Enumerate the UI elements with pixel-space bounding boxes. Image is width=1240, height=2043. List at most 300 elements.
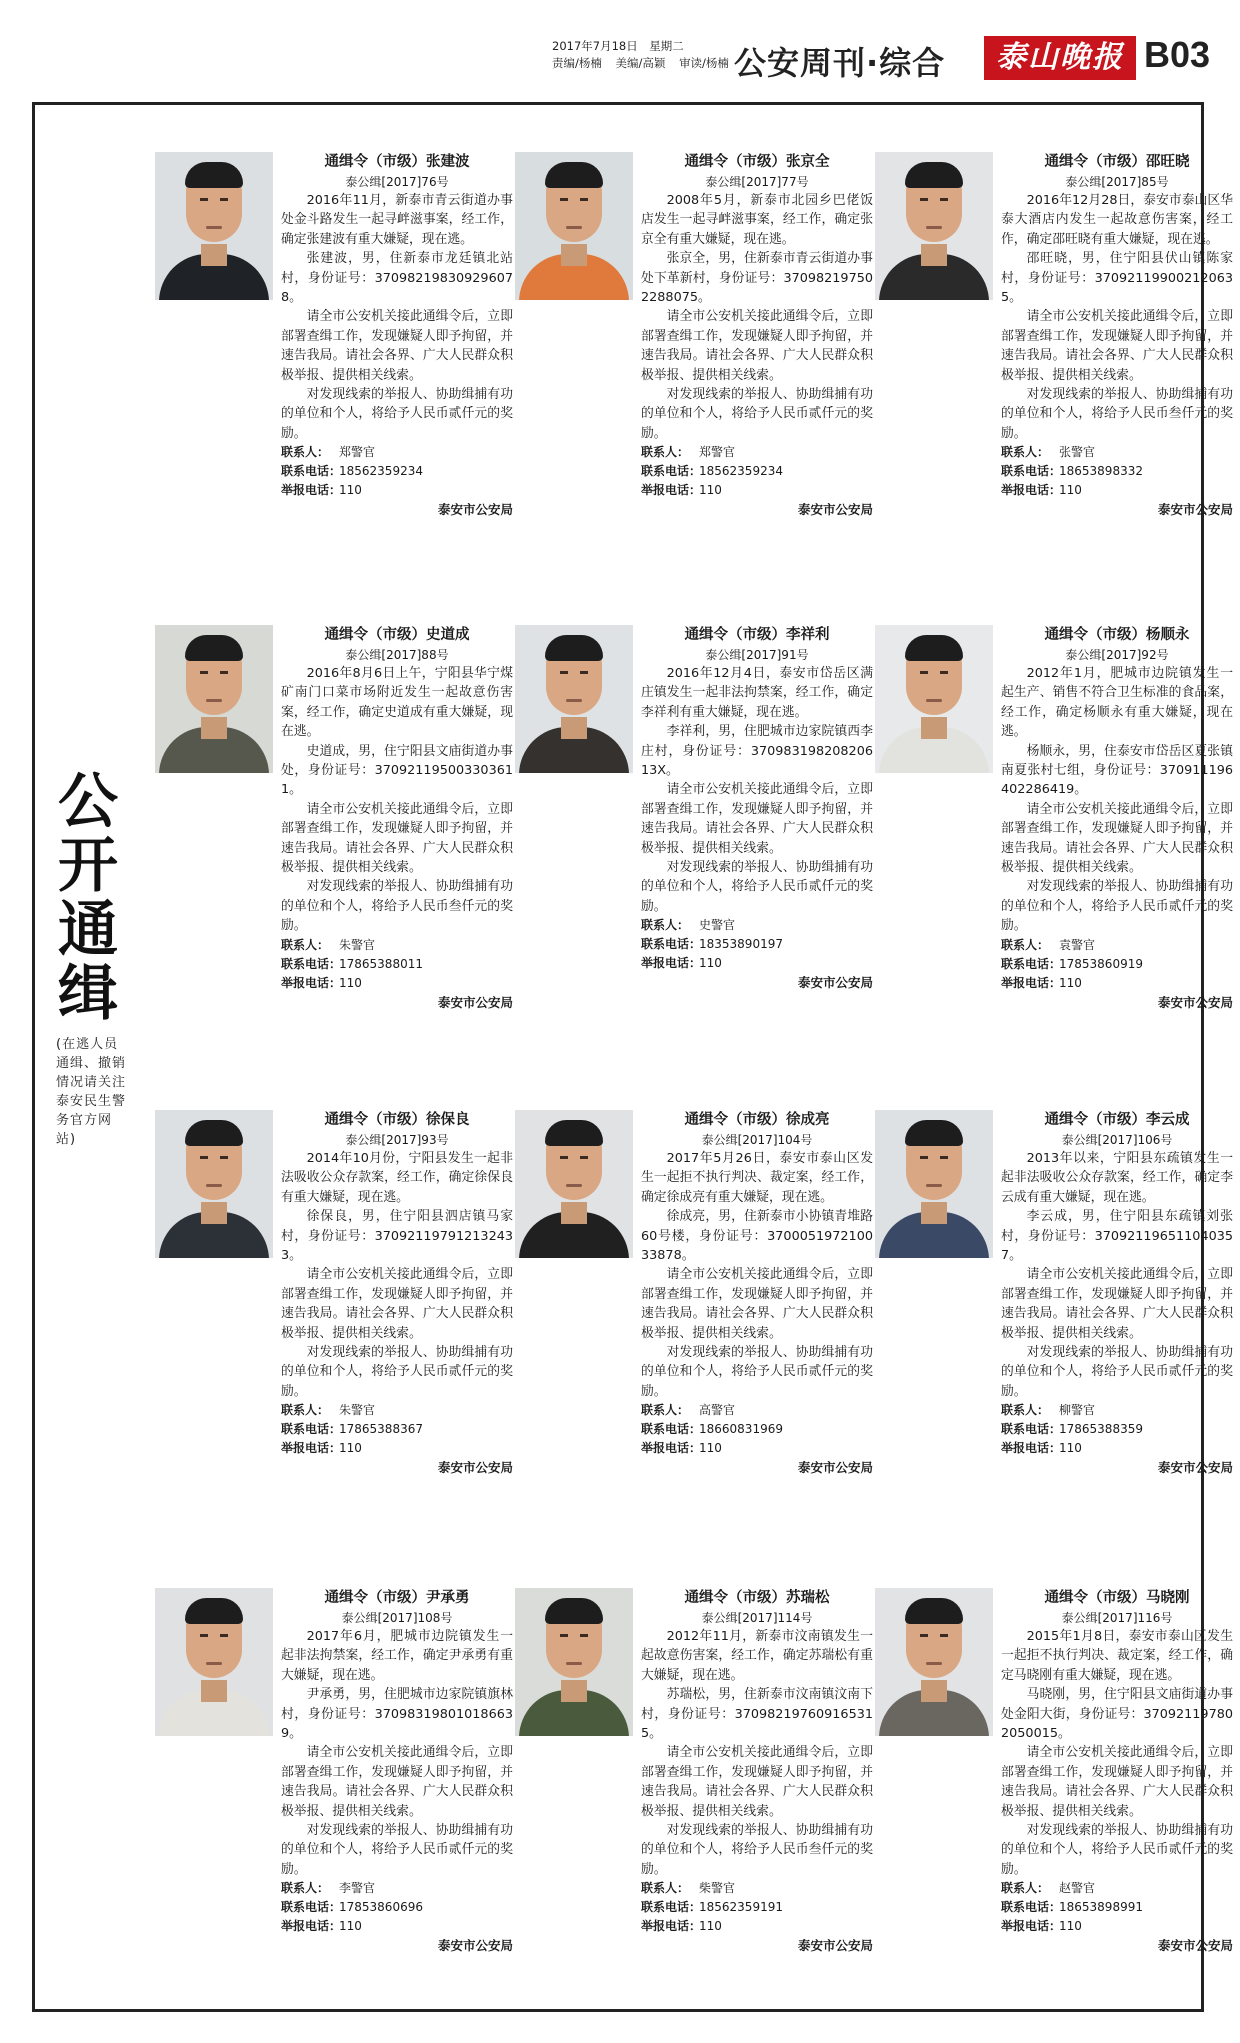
wanted-notice [515, 152, 873, 592]
notice-text [641, 1588, 873, 1956]
wanted-notice [155, 152, 513, 592]
notice-paragraph: 2012年1月，肥城市边院镇发生一起生产、销售不符合卫生标准的食品案，经工作，确定杨顺永有重大嫌疑，现在逃。 [1001, 666, 1233, 740]
notice-title: 通缉令（市级）苏瑞松 [684, 1590, 830, 1606]
photo-neck [561, 1680, 587, 1702]
issuer: 泰安市公安局 [1157, 1938, 1233, 1954]
phone-label: 联系电话： [641, 937, 702, 952]
report-row [641, 1917, 873, 1936]
report-label: 举报电话： [1001, 1919, 1062, 1934]
notice-text [641, 1110, 873, 1478]
notice-paragraph: 2014年10月份，宁阳县发生一起非法吸收公众存款案，经工作，确定徐保良有重大嫌疑，现在逃。 [281, 1151, 513, 1205]
report-row [1001, 481, 1233, 500]
issuer: 泰安市公安局 [797, 502, 873, 518]
photo-neck [921, 1680, 947, 1702]
photo-eye [220, 1156, 228, 1159]
contact-value: 朱警官 [339, 937, 376, 952]
issuer: 泰安市公安局 [1157, 502, 1233, 518]
report-value: 110 [1059, 483, 1082, 498]
photo-eye [920, 198, 928, 201]
phone-row [641, 935, 873, 954]
photo-eye [920, 1156, 928, 1159]
phone-value: 17865388359 [1059, 1422, 1143, 1437]
notice-paragraph: 请全市公安机关接此通缉令后，立即部署查缉工作，发现嫌疑人即予拘留，并速告我局。请社会各界、广大人民群众积极举报、提供相关线索。 [281, 309, 513, 383]
notice-title: 通缉令（市级）李云成 [1044, 1112, 1190, 1128]
report-value: 110 [339, 1919, 362, 1934]
photo-neck [201, 1202, 227, 1224]
notice-text [1001, 625, 1233, 1013]
photo-eye [220, 1634, 228, 1637]
photo-hair [185, 1598, 243, 1624]
notice-number: 泰公缉[2017]93号 [345, 1133, 449, 1147]
photo-hair [545, 162, 603, 188]
wanted-notice [155, 625, 513, 1065]
report-row [641, 481, 873, 500]
phone-row [281, 1898, 513, 1917]
page-header [0, 0, 1240, 100]
notice-paragraph: 对发现线索的举报人、协助缉捕有功的单位和个人，将给予人民币贰仟元的奖励。 [281, 1345, 513, 1399]
photo-eye [220, 198, 228, 201]
notice-number: 泰公缉[2017]88号 [345, 648, 449, 662]
notice-title: 通缉令（市级）马晓刚 [1044, 1590, 1190, 1606]
side-note: (在逃人员通缉、撤销情况请关注泰安民生警务官方网站) [56, 1037, 127, 1147]
photo-hair [905, 1598, 963, 1624]
notice-text [641, 625, 873, 993]
side-title-char: 通 [58, 895, 118, 965]
contact-label: 联系人： [641, 918, 690, 933]
wanted-notice [515, 1588, 873, 2028]
notice-number: 泰公缉[2017]77号 [705, 175, 809, 189]
photo-mouth [926, 699, 942, 702]
contact-label: 联系人： [1001, 445, 1050, 460]
report-label: 举报电话： [281, 483, 342, 498]
report-row [281, 1439, 513, 1458]
phone-label: 联系电话： [281, 464, 342, 479]
report-row [641, 1439, 873, 1458]
suspect-photo [155, 625, 273, 773]
phone-row [641, 1898, 873, 1917]
notice-paragraph: 对发现线索的举报人、协助缉捕有功的单位和个人，将给予人民币贰仟元的奖励。 [641, 860, 873, 914]
notice-paragraph: 徐保良，男，住宁阳县泗店镇马家村，身份证号：370921197912132433。 [281, 1209, 513, 1264]
photo-neck [921, 244, 947, 266]
photo-neck [561, 1202, 587, 1224]
side-title-char: 缉 [58, 959, 118, 1029]
notice-paragraph: 对发现线索的举报人、协助缉捕有功的单位和个人，将给予人民币叁仟元的奖励。 [281, 879, 513, 934]
phone-label: 联系电话： [641, 1900, 702, 1915]
notice-paragraph: 张京全，男，住新泰市青云街道办事处下革新村，身份证号：370982197502288075。 [641, 251, 873, 306]
report-label: 举报电话： [281, 975, 342, 990]
notice-title: 通缉令（市级）李祥利 [684, 627, 830, 643]
photo-eye [560, 1634, 568, 1637]
photo-neck [561, 717, 587, 739]
photo-mouth [926, 226, 942, 229]
contact-row [641, 443, 873, 462]
contact-value: 郑警官 [339, 445, 376, 460]
notice-paragraph: 张建波，男，住新泰市龙廷镇北站村，身份证号：370982198309296078。 [281, 251, 513, 306]
report-value: 110 [339, 1441, 362, 1456]
phone-value: 17865388011 [339, 956, 423, 971]
notice-text [281, 152, 513, 520]
contact-row [1001, 443, 1233, 462]
phone-row [281, 955, 513, 974]
notice-paragraph: 史道成，男，住宁阳县文庙街道办事处，身份证号：370921195003303611。 [281, 743, 513, 798]
photo-neck [921, 717, 947, 739]
notice-number: 泰公缉[2017]116号 [1061, 1611, 1173, 1625]
notice-paragraph: 对发现线索的举报人、协助缉捕有功的单位和个人，将给予人民币贰仟元的奖励。 [641, 387, 873, 441]
newspaper-logo: 泰山晚报 [984, 36, 1136, 80]
report-row [1001, 1917, 1233, 1936]
report-row [1001, 1439, 1233, 1458]
suspect-photo [875, 625, 993, 773]
contact-row [641, 1879, 873, 1898]
notice-paragraph: 请全市公安机关接此通缉令后，立即部署查缉工作，发现嫌疑人即予拘留，并速告我局。请社会各界、广大人民群众积极举报、提供相关线索。 [641, 782, 873, 856]
notice-text [281, 625, 513, 1013]
issuer: 泰安市公安局 [437, 994, 513, 1010]
notice-paragraph: 对发现线索的举报人、协助缉捕有功的单位和个人，将给予人民币贰仟元的奖励。 [1001, 1345, 1233, 1399]
notice-number: 泰公缉[2017]108号 [341, 1611, 453, 1625]
report-label: 举报电话： [1001, 483, 1062, 498]
notice-text [1001, 1588, 1233, 1956]
phone-label: 联系电话： [1001, 464, 1062, 479]
notice-paragraph: 李云成，男，住宁阳县东疏镇刘张村，身份证号：370921196511040357。 [1001, 1209, 1233, 1264]
photo-eye [560, 671, 568, 674]
report-row [641, 954, 873, 973]
contact-value: 柳警官 [1059, 1403, 1096, 1418]
section-title: 公安周刊·综合 [734, 44, 946, 82]
page-number: B03 [1144, 34, 1211, 75]
contact-row [281, 1879, 513, 1898]
photo-hair [545, 1120, 603, 1146]
photo-hair [545, 635, 603, 661]
photo-mouth [206, 1184, 222, 1187]
photo-eye [200, 1156, 208, 1159]
issuer: 泰安市公安局 [437, 1938, 513, 1954]
report-value: 110 [339, 483, 362, 498]
notice-paragraph: 请全市公安机关接此通缉令后，立即部署查缉工作，发现嫌疑人即予拘留，并速告我局。请社会各界、广大人民群众积极举报、提供相关线索。 [641, 1745, 873, 1819]
photo-eye [220, 671, 228, 674]
notice-paragraph: 请全市公安机关接此通缉令后，立即部署查缉工作，发现嫌疑人即予拘留，并速告我局。请社会各界、广大人民群众积极举报、提供相关线索。 [1001, 1745, 1233, 1819]
contact-value: 袁警官 [1059, 937, 1096, 952]
photo-eye [940, 1634, 948, 1637]
phone-label: 联系电话： [281, 1422, 342, 1437]
report-value: 110 [1059, 1441, 1082, 1456]
report-value: 110 [1059, 975, 1082, 990]
contact-label: 联系人： [1001, 1403, 1050, 1418]
notice-title: 通缉令（市级）尹承勇 [324, 1590, 470, 1606]
wanted-notice [875, 625, 1233, 1065]
phone-row [1001, 1898, 1233, 1917]
contact-value: 张警官 [1059, 445, 1096, 460]
contact-label: 联系人： [281, 445, 330, 460]
report-label: 举报电话： [641, 1919, 702, 1934]
contact-row [281, 443, 513, 462]
notice-paragraph: 2008年5月，新泰市北园乡巴佬饭店发生一起寻衅滋事案，经工作，确定张京全有重大嫌疑，现在逃。 [641, 193, 873, 247]
wanted-notice [875, 152, 1233, 592]
phone-label: 联系电话： [281, 956, 342, 971]
phone-label: 联系电话： [1001, 1900, 1062, 1915]
contact-value: 朱警官 [339, 1403, 376, 1418]
notice-paragraph: 2016年8月6日上午，宁阳县华宁煤矿南门口菜市场附近发生一起故意伤害案，经工作，确定史道成有重大嫌疑，现在逃。 [281, 666, 513, 740]
phone-value: 18353890197 [699, 937, 783, 952]
phone-label: 联系电话： [641, 464, 702, 479]
contact-value: 李警官 [339, 1881, 376, 1896]
photo-eye [940, 671, 948, 674]
photo-eye [920, 671, 928, 674]
header-designer: 美编/高颖 [615, 56, 666, 70]
phone-value: 17853860919 [1059, 956, 1143, 971]
notice-paragraph: 对发现线索的举报人、协助缉捕有功的单位和个人，将给予人民币贰仟元的奖励。 [641, 1345, 873, 1399]
report-label: 举报电话： [1001, 975, 1062, 990]
photo-mouth [206, 226, 222, 229]
contact-label: 联系人： [1001, 1881, 1050, 1896]
photo-mouth [566, 699, 582, 702]
phone-label: 联系电话： [1001, 956, 1062, 971]
notice-paragraph: 苏瑞松，男，住新泰市汶南镇汶南下村，身份证号：370982197609165315。 [641, 1687, 873, 1742]
phone-label: 联系电话： [281, 1900, 342, 1915]
photo-eye [560, 198, 568, 201]
contact-row [1001, 936, 1233, 955]
report-value: 110 [339, 975, 362, 990]
phone-row [641, 462, 873, 481]
side-title-char: 开 [58, 831, 118, 901]
photo-neck [921, 1202, 947, 1224]
issuer: 泰安市公安局 [797, 1938, 873, 1954]
contact-label: 联系人： [281, 1403, 330, 1418]
suspect-photo [155, 1588, 273, 1736]
photo-mouth [566, 226, 582, 229]
notice-paragraph: 请全市公安机关接此通缉令后，立即部署查缉工作，发现嫌疑人即予拘留，并速告我局。请社会各界、广大人民群众积极举报、提供相关线索。 [641, 1267, 873, 1341]
notice-paragraph: 邵旺晓，男，住宁阳县伏山镇陈家村，身份证号：370921199002120635。 [1001, 251, 1233, 306]
photo-hair [905, 635, 963, 661]
photo-eye [580, 1156, 588, 1159]
notice-title: 通缉令（市级）徐保良 [324, 1112, 470, 1128]
notice-paragraph: 请全市公安机关接此通缉令后，立即部署查缉工作，发现嫌疑人即予拘留，并速告我局。请社会各界、广大人民群众积极举报、提供相关线索。 [281, 1267, 513, 1341]
header-meta [552, 38, 730, 72]
photo-hair [545, 1598, 603, 1624]
suspect-photo [515, 152, 633, 300]
notice-paragraph: 对发现线索的举报人、协助缉捕有功的单位和个人，将给予人民币贰仟元的奖励。 [1001, 879, 1233, 934]
phone-value: 18660831969 [699, 1422, 783, 1437]
contact-row [641, 1401, 873, 1420]
phone-value: 18562359234 [699, 464, 783, 479]
contact-value: 赵警官 [1059, 1881, 1096, 1896]
photo-eye [560, 1156, 568, 1159]
photo-mouth [206, 1662, 222, 1665]
contact-row [1001, 1401, 1233, 1420]
notice-paragraph: 请全市公安机关接此通缉令后，立即部署查缉工作，发现嫌疑人即予拘留，并速告我局。请社会各界、广大人民群众积极举报、提供相关线索。 [281, 1745, 513, 1819]
notice-number: 泰公缉[2017]76号 [345, 175, 449, 189]
suspect-photo [515, 625, 633, 773]
photo-neck [561, 244, 587, 266]
side-title-char: 公 [58, 767, 118, 837]
notice-paragraph: 对发现线索的举报人、协助缉捕有功的单位和个人，将给予人民币叁仟元的奖励。 [1001, 387, 1233, 441]
contact-row [281, 1401, 513, 1420]
contact-value: 柴警官 [699, 1881, 736, 1896]
phone-row [641, 1420, 873, 1439]
report-value: 110 [699, 1919, 722, 1934]
contact-value: 郑警官 [699, 445, 736, 460]
report-label: 举报电话： [641, 483, 702, 498]
notice-paragraph: 对发现线索的举报人、协助缉捕有功的单位和个人，将给予人民币贰仟元的奖励。 [281, 1823, 513, 1877]
report-row [281, 481, 513, 500]
report-label: 举报电话： [281, 1441, 342, 1456]
report-label: 举报电话： [641, 1441, 702, 1456]
notice-number: 泰公缉[2017]91号 [705, 648, 809, 662]
phone-row [1001, 955, 1233, 974]
report-value: 110 [699, 483, 722, 498]
report-row [281, 974, 513, 993]
photo-eye [580, 671, 588, 674]
phone-value: 18562359191 [699, 1900, 783, 1915]
notice-paragraph: 2017年5月26日，泰安市泰山区发生一起拒不执行判决、裁定案，经工作，确定徐成亮有重大嫌疑，现在逃。 [641, 1151, 873, 1205]
photo-mouth [926, 1184, 942, 1187]
notice-title: 通缉令（市级）张建波 [324, 154, 470, 170]
photo-eye [200, 1634, 208, 1637]
notice-paragraph: 请全市公安机关接此通缉令后，立即部署查缉工作，发现嫌疑人即予拘留，并速告我局。请社会各界、广大人民群众积极举报、提供相关线索。 [281, 801, 513, 876]
suspect-photo [155, 1110, 273, 1258]
notice-paragraph: 对发现线索的举报人、协助缉捕有功的单位和个人，将给予人民币叁仟元的奖励。 [641, 1823, 873, 1877]
notice-paragraph: 请全市公安机关接此通缉令后，立即部署查缉工作，发现嫌疑人即予拘留，并速告我局。请社会各界、广大人民群众积极举报、提供相关线索。 [1001, 801, 1233, 876]
contact-label: 联系人： [1001, 937, 1050, 952]
report-row [1001, 974, 1233, 993]
phone-row [1001, 1420, 1233, 1439]
notice-title: 通缉令（市级）张京全 [684, 154, 830, 170]
contact-label: 联系人： [641, 445, 690, 460]
phone-row [281, 1420, 513, 1439]
photo-mouth [926, 1662, 942, 1665]
report-value: 110 [1059, 1919, 1082, 1934]
issuer: 泰安市公安局 [437, 502, 513, 518]
issuer: 泰安市公安局 [797, 975, 873, 991]
photo-eye [920, 1634, 928, 1637]
photo-hair [185, 1120, 243, 1146]
wanted-notice [515, 625, 873, 1065]
notice-paragraph: 请全市公安机关接此通缉令后，立即部署查缉工作，发现嫌疑人即予拘留，并速告我局。请社会各界、广大人民群众积极举报、提供相关线索。 [1001, 309, 1233, 383]
phone-label: 联系电话： [1001, 1422, 1062, 1437]
photo-mouth [206, 699, 222, 702]
wanted-notice [155, 1110, 513, 1550]
suspect-photo [875, 152, 993, 300]
phone-value: 18653898332 [1059, 464, 1143, 479]
phone-value: 18562359234 [339, 464, 423, 479]
header-editor: 责编/杨楠 [552, 56, 602, 70]
notice-number: 泰公缉[2017]85号 [1065, 175, 1169, 189]
report-value: 110 [699, 1441, 722, 1456]
notice-paragraph: 李祥利，男，住肥城市边家院镇西李庄村，身份证号：37098319820820613X。 [641, 724, 873, 779]
photo-eye [580, 1634, 588, 1637]
notice-paragraph: 对发现线索的举报人、协助缉捕有功的单位和个人，将给予人民币贰仟元的奖励。 [1001, 1823, 1233, 1877]
photo-neck [201, 1680, 227, 1702]
phone-row [281, 462, 513, 481]
photo-mouth [566, 1662, 582, 1665]
contact-label: 联系人： [641, 1881, 690, 1896]
notice-title: 通缉令（市级）杨顺永 [1044, 627, 1190, 643]
issuer: 泰安市公安局 [437, 1460, 513, 1476]
notice-paragraph: 徐成亮，男，住新泰市小协镇青堆路60号楼，身份证号：370005197210033878。 [641, 1209, 873, 1264]
notice-paragraph: 请全市公安机关接此通缉令后，立即部署查缉工作，发现嫌疑人即予拘留，并速告我局。请社会各界、广大人民群众积极举报、提供相关线索。 [641, 309, 873, 383]
notice-paragraph: 尹承勇，男，住肥城市边家院镇旗林村，身份证号：370983198010186639。 [281, 1687, 513, 1742]
suspect-photo [515, 1588, 633, 1736]
issuer: 泰安市公安局 [1157, 1460, 1233, 1476]
photo-eye [580, 198, 588, 201]
photo-eye [940, 1156, 948, 1159]
phone-row [1001, 462, 1233, 481]
notice-text [641, 152, 873, 520]
photo-neck [201, 244, 227, 266]
notice-number: 泰公缉[2017]114号 [701, 1611, 813, 1625]
notice-text [1001, 152, 1233, 520]
notice-paragraph: 2016年12月4日，泰安市岱岳区满庄镇发生一起非法拘禁案，经工作，确定李祥利有重大嫌疑，现在逃。 [641, 666, 873, 720]
notice-number: 泰公缉[2017]92号 [1065, 648, 1169, 662]
header-proofreader: 审读/杨楠 [679, 56, 729, 70]
photo-hair [905, 1120, 963, 1146]
contact-value: 高警官 [699, 1403, 736, 1418]
notice-text [281, 1588, 513, 1956]
contact-label: 联系人： [641, 1403, 690, 1418]
notice-title: 通缉令（市级）徐成亮 [684, 1112, 830, 1128]
report-label: 举报电话： [281, 1919, 342, 1934]
notice-paragraph: 2013年以来，宁阳县东疏镇发生一起非法吸收公众存款案，经工作，确定李云成有重大嫌疑，现在逃。 [1001, 1151, 1233, 1205]
report-row [281, 1917, 513, 1936]
suspect-photo [875, 1588, 993, 1736]
wanted-notice [875, 1110, 1233, 1550]
photo-hair [905, 162, 963, 188]
notice-paragraph: 2016年11月，新泰市青云街道办事处金斗路发生一起寻衅滋事案，经工作，确定张建波有重大嫌疑，现在逃。 [281, 193, 513, 247]
phone-label: 联系电话： [641, 1422, 702, 1437]
report-label: 举报电话： [1001, 1441, 1062, 1456]
report-label: 举报电话： [641, 956, 702, 971]
contact-row [281, 936, 513, 955]
notice-title: 通缉令（市级）史道成 [324, 627, 470, 643]
contact-label: 联系人： [281, 937, 330, 952]
suspect-photo [875, 1110, 993, 1258]
notice-paragraph: 马晓刚，男，住宁阳县文庙街道办事处金阳大街，身份证号：370921197802050015。 [1001, 1687, 1233, 1742]
wanted-notice [875, 1588, 1233, 2028]
contact-label: 联系人： [281, 1881, 330, 1896]
photo-eye [940, 198, 948, 201]
notice-paragraph: 2016年12月28日，泰安市泰山区华泰大酒店内发生一起故意伤害案，经工作，确定邵旺晓有重大嫌疑，现在逃。 [1001, 193, 1233, 247]
suspect-photo [515, 1110, 633, 1258]
photo-hair [185, 635, 243, 661]
report-value: 110 [699, 956, 722, 971]
contact-row [1001, 1879, 1233, 1898]
notice-number: 泰公缉[2017]104号 [701, 1133, 813, 1147]
phone-value: 17865388367 [339, 1422, 423, 1437]
notice-text [281, 1110, 513, 1478]
side-title [52, 767, 124, 1029]
notice-paragraph: 2015年1月8日，泰安市泰山区发生一起拒不执行判决、裁定案，经工作，确定马晓刚有重大嫌疑，现在逃。 [1001, 1629, 1233, 1683]
notice-text [1001, 1110, 1233, 1478]
photo-hair [185, 162, 243, 188]
photo-mouth [566, 1184, 582, 1187]
notice-paragraph: 对发现线索的举报人、协助缉捕有功的单位和个人，将给予人民币贰仟元的奖励。 [281, 387, 513, 441]
photo-eye [200, 671, 208, 674]
notice-title: 通缉令（市级）邵旺晓 [1044, 154, 1190, 170]
suspect-photo [155, 152, 273, 300]
issuer: 泰安市公安局 [797, 1460, 873, 1476]
wanted-notice [515, 1110, 873, 1550]
phone-value: 18653898991 [1059, 1900, 1143, 1915]
notice-paragraph: 2012年11月，新泰市汶南镇发生一起故意伤害案，经工作，确定苏瑞松有重大嫌疑，现在逃。 [641, 1629, 873, 1683]
header-date: 2017年7月18日 星期二 [552, 39, 684, 53]
notice-paragraph: 杨顺永，男，住泰安市岱岳区夏张镇南夏张村七组，身份证号：370911196402286419。 [1001, 743, 1233, 798]
photo-eye [200, 198, 208, 201]
contact-value: 史警官 [699, 918, 736, 933]
issuer: 泰安市公安局 [1157, 994, 1233, 1010]
wanted-notice [155, 1588, 513, 2028]
notice-paragraph: 请全市公安机关接此通缉令后，立即部署查缉工作，发现嫌疑人即予拘留，并速告我局。请社会各界、广大人民群众积极举报、提供相关线索。 [1001, 1267, 1233, 1341]
photo-neck [201, 717, 227, 739]
contact-row [641, 916, 873, 935]
